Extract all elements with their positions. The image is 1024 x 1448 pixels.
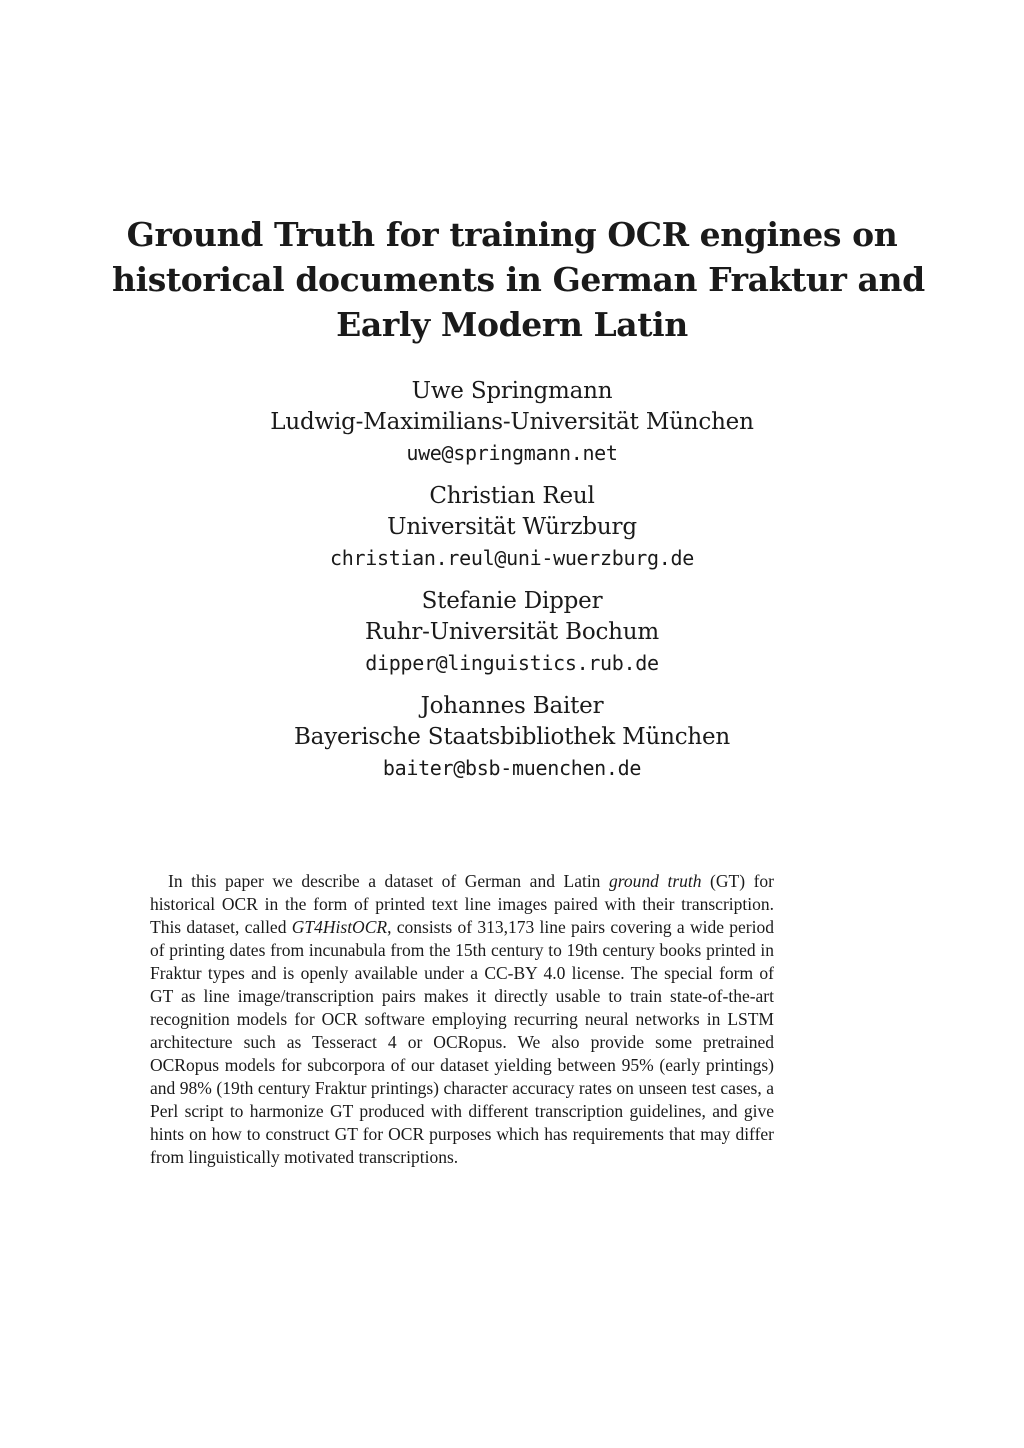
abstract bbox=[150, 870, 774, 1169]
author-affiliation: Bayerische Staatsbibliothek München bbox=[293, 724, 731, 750]
title-line: Early Modern Latin bbox=[336, 305, 688, 344]
author-list bbox=[112, 376, 912, 796]
paper-title bbox=[112, 212, 925, 347]
author-affiliation: Ruhr-Universität Bochum bbox=[365, 619, 659, 645]
author-email: dipper@linguistics.rub.de bbox=[365, 651, 659, 675]
author-name: Johannes Baiter bbox=[420, 693, 604, 719]
title-line: Ground Truth for training OCR engines on bbox=[126, 215, 898, 254]
author-block bbox=[112, 481, 912, 574]
author-block bbox=[112, 376, 912, 469]
author-name: Stefanie Dipper bbox=[421, 588, 603, 614]
abstract-text: (GT) for historical OCR in the form of printed text line images paired with their transcription. This dataset, called bbox=[150, 871, 774, 937]
author-affiliation: Universität Würzburg bbox=[387, 514, 637, 540]
abstract-emphasis: ground truth bbox=[609, 871, 702, 891]
author-block bbox=[112, 586, 912, 679]
author-email: baiter@bsb-muenchen.de bbox=[382, 756, 642, 780]
title-line: historical documents in German Fraktur and bbox=[112, 260, 925, 299]
abstract-text: In this paper we describe a dataset of German and Latin bbox=[168, 871, 609, 891]
author-affiliation: Ludwig-Maximilians-Universität München bbox=[270, 409, 754, 435]
author-block bbox=[112, 691, 912, 784]
author-name: Christian Reul bbox=[429, 483, 595, 509]
author-email: christian.reul@uni-wuerzburg.de bbox=[330, 546, 694, 570]
abstract-text: , consists of 313,173 line pairs covering a wide period of printing dates from incunabula from the 15th century to 19th century books printed in Fraktur types and is openly available under a CC-BY 4.0 license. The special form of GT as line image/transcription pairs makes it directly usable to train state-of-the-art recognition models for OCR software employing recurring neural networks in LSTM architecture such as Tesseract 4 or OCRopus. We also provide some pretrained OCRopus models for subcorpora of our dataset yielding between 95% (early printings) and 98% (19th century Fraktur printings) character accuracy rates on unseen test cases, a Perl script to harmonize GT produced with different transcription guidelines, and give hints on how to construct GT for OCR purposes which has requirements that may differ from linguistically motivated transcriptions. bbox=[150, 917, 774, 1167]
abstract-emphasis: GT4HistOCR bbox=[291, 917, 388, 937]
author-email: uwe@springmann.net bbox=[406, 441, 618, 465]
author-name: Uwe Springmann bbox=[411, 378, 613, 404]
